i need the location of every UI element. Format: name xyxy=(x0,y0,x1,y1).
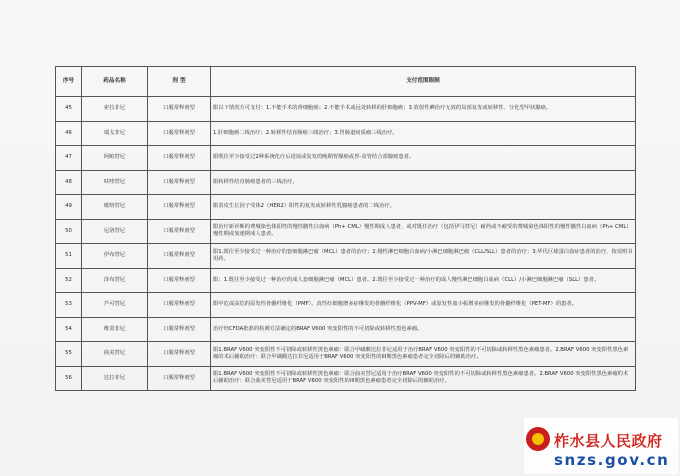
cell-no: 45 xyxy=(56,97,82,122)
cell-drug-name: 索拉非尼 xyxy=(82,97,148,122)
cell-dosage-form: 口服常释剂型 xyxy=(148,268,211,293)
cell-drug-name: 达拉非尼 xyxy=(82,366,148,391)
header-drug-name: 药品名称 xyxy=(82,67,148,97)
cell-drug-name: 尼洛替尼 xyxy=(82,219,148,244)
government-logo-watermark xyxy=(524,418,678,474)
cell-dosage-form: 口服常释剂型 xyxy=(148,342,211,367)
cell-no: 47 xyxy=(56,146,82,171)
cell-no: 48 xyxy=(56,170,82,195)
table-row xyxy=(56,121,636,146)
cell-payment-limit: 限既往至少接受过2种系统化疗后进展或复发的晚期胃腺癌或胃-食管结合部腺癌患者。 xyxy=(211,146,636,171)
cell-drug-name: 伊布替尼 xyxy=(82,244,148,269)
cell-dosage-form: 口服常释剂型 xyxy=(148,170,211,195)
cell-drug-name: 曲美替尼 xyxy=(82,342,148,367)
cell-payment-limit: 限中危或高危的原发性骨髓纤维化（PMF）、真性红细胞增多症继发的骨髓纤维化（PPV-MF）或原发性血小板增多症继发的骨髓纤维化（PET-MF）的患者。 xyxy=(211,293,636,318)
cell-payment-limit: 限1.BRAF V600 突变阳性不可切除或转移性黑色素瘤：联合甲磺酸达拉非尼适用于治疗BRAF V600 突变阳性的不可切除或转移性黑色素瘤患者。2.BRAF V600 突变阳性黑色素瘤的术后辅助治疗：联合甲磺酸达拉非尼适用于BRAF V600 突变阳性的III期黑色素瘤患者完全切除后的辅助治疗。 xyxy=(211,342,636,367)
table-row xyxy=(56,268,636,293)
cell-drug-name: 芦可替尼 xyxy=(82,293,148,318)
cell-payment-limit: 限1.BRAF V600 突变阳性不可切除或转移性黑色素瘤：联合曲美替尼适用于治疗BRAF V600 突变阳性的不可切除或转移性黑色素瘤患者。2.BRAF V600 突变阳性黑色素瘤的术后辅助治疗：联合曲美替尼适用于BRAF V600 突变阳性的III期黑色素瘤患者完全切除后的辅助治疗。 xyxy=(211,366,636,391)
table-row xyxy=(56,219,636,244)
emblem-icon xyxy=(526,427,550,451)
cell-no: 49 xyxy=(56,195,82,220)
table-row xyxy=(56,366,636,391)
cell-payment-limit: 限治疗新诊断的费城染色体阳性的慢性髓性白血病（Ph+ CML）慢性期成人患者，或对既往治疗（包括伊马替尼）耐药或不耐受的费城染色体阳性的慢性髓性白血病（Ph+ CML）慢性期或加速期成人患者。 xyxy=(211,219,636,244)
table-row xyxy=(56,244,636,269)
cell-no: 53 xyxy=(56,293,82,318)
cell-no: 56 xyxy=(56,366,82,391)
cell-no: 46 xyxy=(56,121,82,146)
table-row xyxy=(56,97,636,122)
cell-payment-limit: 1.肝细胞癌二线治疗；2.转移性结直肠癌三线治疗；3.胃肠道间质瘤三线治疗。 xyxy=(211,121,636,146)
header-dosage-form: 剂 型 xyxy=(148,67,211,97)
cell-payment-limit: 限转移性结直肠癌患者的三线治疗。 xyxy=(211,170,636,195)
logo-title: 柞水县人民政府 xyxy=(554,432,663,450)
cell-drug-name: 瑞戈非尼 xyxy=(82,121,148,146)
cell-drug-name: 阿帕替尼 xyxy=(82,146,148,171)
cell-dosage-form: 口服常释剂型 xyxy=(148,366,211,391)
cell-no: 51 xyxy=(56,244,82,269)
table-row xyxy=(56,146,636,171)
cell-dosage-form: 口服常释剂型 xyxy=(148,146,211,171)
cell-payment-limit: 治疗经CFDA批准的检测方法确定的BRAF V600 突变阳性的不可切除或转移性黑色素瘤。 xyxy=(211,317,636,342)
cell-no: 54 xyxy=(56,317,82,342)
cell-drug-name: 呋喹替尼 xyxy=(82,170,148,195)
logo-domain: snzs.gov.cn xyxy=(554,451,670,469)
table-row xyxy=(56,170,636,195)
table-row xyxy=(56,317,636,342)
header-payment-limit: 支付范围限制 xyxy=(211,67,636,97)
drug-payment-table xyxy=(55,66,636,391)
cell-dosage-form: 口服常释剂型 xyxy=(148,195,211,220)
cell-no: 52 xyxy=(56,268,82,293)
cell-dosage-form: 口服常释剂型 xyxy=(148,317,211,342)
cell-payment-limit: 限1.既往至少接受过一种治疗的套细胞淋巴瘤（MCL）患者的治疗；2.慢性淋巴细胞白血病/小淋巴细胞淋巴瘤（CLL/SLL）患者的治疗；3.华氏巨球蛋白血症患者的治疗，按说明书用药。 xyxy=(211,244,636,269)
cell-dosage-form: 口服常释剂型 xyxy=(148,244,211,269)
cell-drug-name: 维莫非尼 xyxy=(82,317,148,342)
cell-no: 50 xyxy=(56,219,82,244)
table-row xyxy=(56,195,636,220)
cell-drug-name: 泽布替尼 xyxy=(82,268,148,293)
cell-dosage-form: 口服常释剂型 xyxy=(148,121,211,146)
table-header-row xyxy=(56,67,636,97)
table-row xyxy=(56,293,636,318)
cell-no: 55 xyxy=(56,342,82,367)
cell-payment-limit: 限表皮生长因子受体2（HER2）阳性的复发或转移性乳腺癌患者的二线治疗。 xyxy=(211,195,636,220)
cell-dosage-form: 口服常释剂型 xyxy=(148,219,211,244)
table-row xyxy=(56,342,636,367)
cell-dosage-form: 口服常释剂型 xyxy=(148,293,211,318)
cell-payment-limit: 限以下情况方可支付：1.不能手术的肾细胞癌；2.不能手术或远处转移的肝细胞癌；3.放射性碘治疗无效的局部复发或转移性、分化型甲状腺癌。 xyxy=(211,97,636,122)
cell-dosage-form: 口服常释剂型 xyxy=(148,97,211,122)
cell-drug-name: 吡咯替尼 xyxy=(82,195,148,220)
cell-payment-limit: 限：1.既往至少接受过一种治疗的成人套细胞淋巴瘤（MCL）患者。2.既往至少接受过一种治疗的成人慢性淋巴细胞白血病（CLL）/小淋巴细胞淋巴瘤（SLL）患者。 xyxy=(211,268,636,293)
header-no: 序号 xyxy=(56,67,82,97)
